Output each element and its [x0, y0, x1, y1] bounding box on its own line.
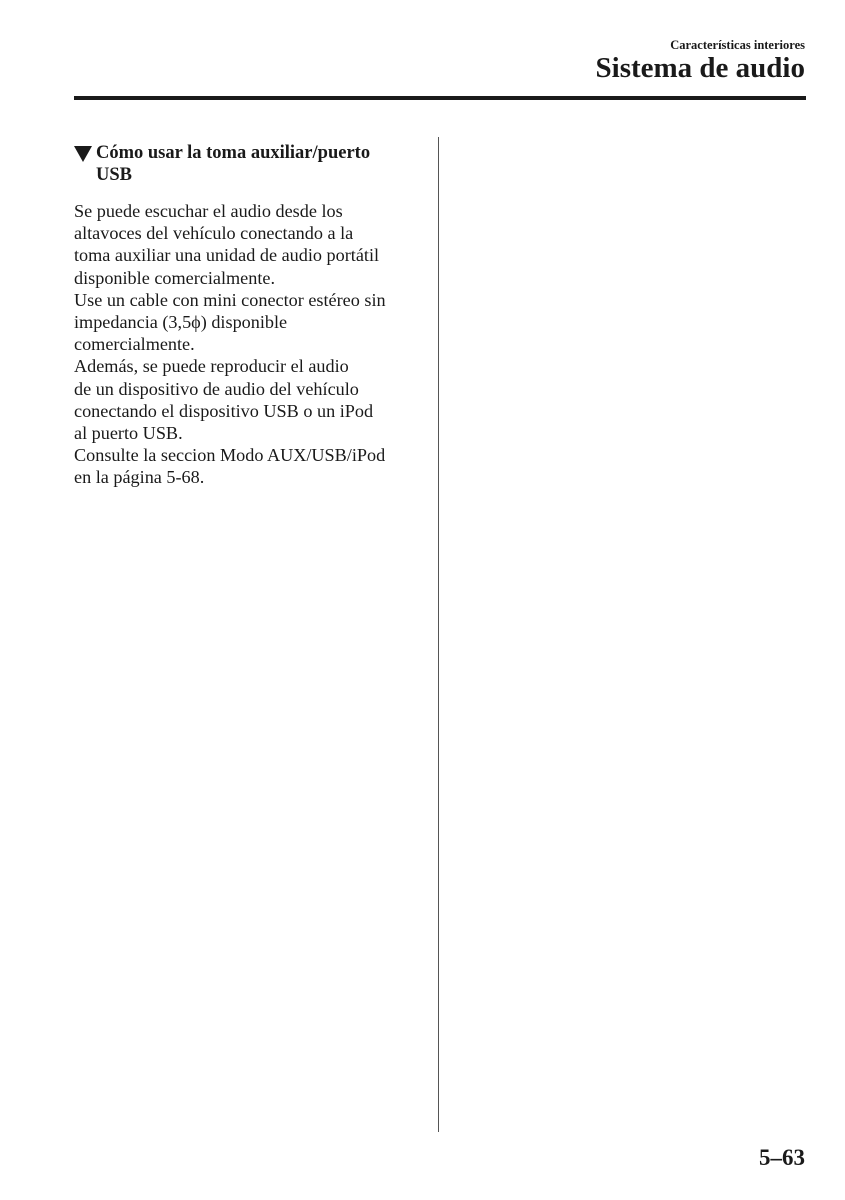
body-line: disponible comercialmente. [74, 267, 276, 288]
body-line: Use un cable con mini conector estéreo sin [74, 289, 386, 310]
body-line: altavoces del vehículo conectando a la [74, 223, 354, 244]
header-rule [74, 96, 806, 100]
body-line: Consulte la seccion Modo AUX/USB/iPod [74, 445, 386, 466]
triangle-down-icon [74, 146, 92, 162]
section-heading-text [96, 142, 370, 186]
page-title: Sistema de audio [595, 52, 805, 84]
body-line: Se puede escuchar el audio desde los [74, 201, 343, 221]
body-line: Además, se puede reproducir el audio [74, 356, 349, 377]
body-line: impedancia (3,5ϕ) disponible [74, 312, 288, 333]
section-body [74, 200, 424, 489]
body-line: toma auxiliar una unidad de audio portátil [74, 245, 380, 266]
section-heading [74, 142, 424, 186]
body-line: en la página 5-68. [74, 467, 205, 488]
body-line: al puerto USB. [74, 423, 183, 444]
body-line: conectando el dispositivo USB o un iPod [74, 400, 374, 421]
column-divider [438, 137, 439, 1132]
heading-line: USB [96, 165, 132, 185]
body-line: de un dispositivo de audio del vehículo [74, 378, 359, 399]
chapter-section-label: Características interiores [670, 38, 805, 52]
body-line: comercialmente. [74, 334, 195, 355]
heading-line: Cómo usar la toma auxiliar/puerto [96, 143, 371, 163]
page-number: 5–63 [759, 1145, 805, 1170]
left-column [74, 142, 424, 489]
